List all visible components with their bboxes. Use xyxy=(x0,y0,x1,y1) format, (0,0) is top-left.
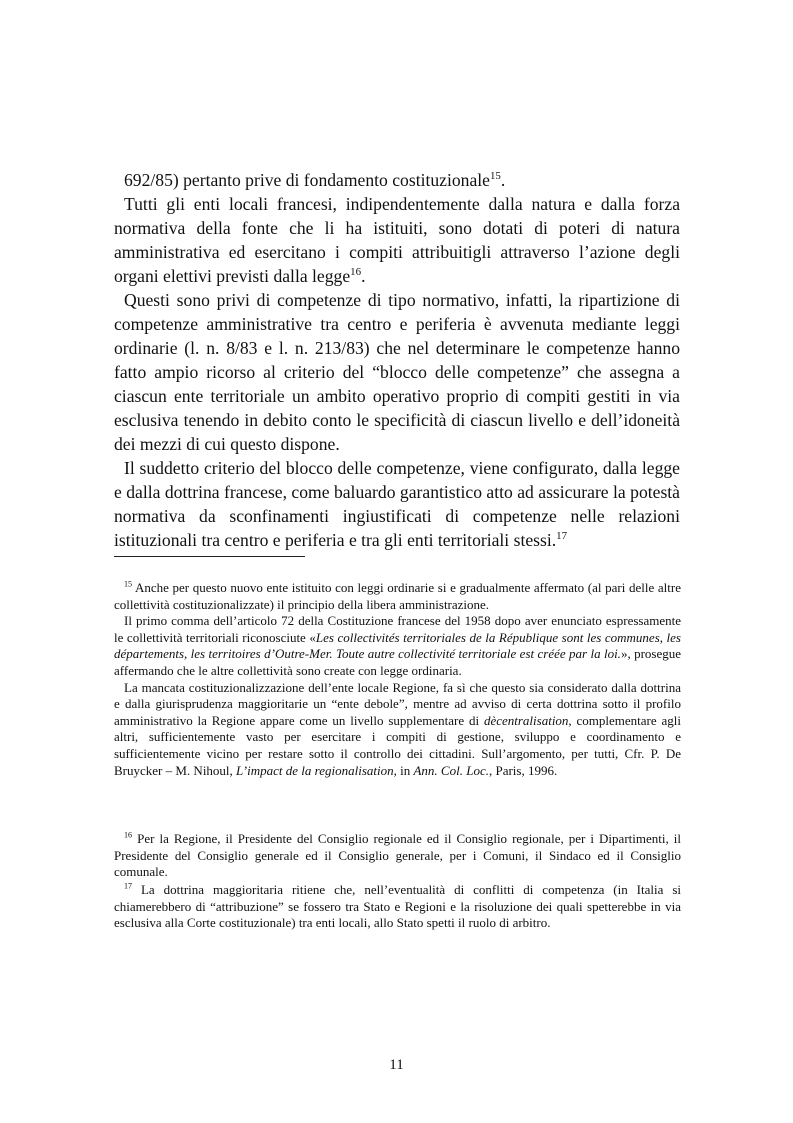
paragraph-continuation: 692/85) pertanto prive di fondamento costituzionale$^{15}$. xyxy=(124,170,506,190)
paragraph-enti-locali: Tutti gli enti locali francesi, indipendentemente dalla natura e dalla forza normativa della fonte che li ha istituiti, sono dotati di poteri di natura amministrativa ed esercitano i compiti attribuitigli attraverso l’azione degli organi elettivi previsti dalla legge$^{16}$. xyxy=(114,194,680,286)
footnote-17-para: $^{17}$ La dottrina maggioritaria ritiene che, nell’eventualità di conflitti di competenza (in Italia si chiamerebbero di “attribuzione” se fossero tra Stato e Regioni e la risoluzione dei quali spetterebbe in via esclusiva alla Corte costituzionale) tra enti locali, allo Stato spetti il ruolo di arbitro. xyxy=(114,881,681,931)
footnote-separator xyxy=(114,556,305,557)
footnote-ref-17[interactable]: 17 xyxy=(556,530,568,543)
footnote-17 xyxy=(114,882,681,932)
paragraph-competenze: Questi sono privi di competenze di tipo normativo, infatti, la ripartizione di competenze amministrative tra centro e periferia è avvenuta mediante leggi ordinarie (l. n. 8/83 e l. n. 213/83) che nel determinare le competenze hanno fatto ampio ricorso al criterio del “blocco delle competenze” che assegna a ciascun ente territoriale un ambito operativo proprio di compiti gestiti in via esclusiva tenendo in debito conto le specificità di ciascun livello e dell’idoneità dei mezzi di cui questo dispone. xyxy=(114,290,680,454)
footnote-16 xyxy=(114,831,681,881)
footnote-15-para-3: La mancata costituzionalizzazione dell’ente locale Regione, fa sì che questo sia considerato dalla dottrina e dalla giurisprudenza maggioritarie un “ente debole”, mentre ad avviso di certa dottrina sotto il profilo amministrativo la Regione appare come un livello supplementare di dècentralisation, complementare agli altri, sufficientemente vasto per esercitare i compiti di gestione, sviluppo e coordinamento e sufficientemente vicino per restare sotto il controllo dei cittadini. Sull’argomento, per tutti, Cfr. P. De Bruycker – M. Nihoul, L’impact de la regionalisation, in Ann. Col. Loc., Paris, 1996. xyxy=(114,679,681,778)
paragraph-criterio: Il suddetto criterio del blocco delle competenze, viene configurato, dalla legge e dalla dottrina francese, come baluardo garantistico atto ad assicurare la potestà normativa da sconfinamenti ingiustificati di competenze nelle relazioni istituzionali tra centro e periferia e tra gli enti territoriali stessi.$^{17}$ xyxy=(114,458,680,550)
footnote-16-number: 16 xyxy=(124,830,133,840)
body-text xyxy=(114,168,680,552)
footnote-15 xyxy=(114,580,681,779)
footnote-ref-16[interactable]: 16 xyxy=(350,266,362,279)
page-number: 11 xyxy=(389,1057,404,1073)
footnote-15-number: 15 xyxy=(124,579,133,589)
footnote-15-para-1: $^{15}$ Anche per questo nuovo ente istituito con leggi ordinarie si e gradualmente affermato (al pari delle altre collettività costituzionalizzate) il principio della libera amministrazione. xyxy=(114,579,681,612)
footnote-16-para: $^{16}$ Per la Regione, il Presidente del Consiglio regionale ed il Consiglio regionale, per i Dipartimenti, il Presidente del Consiglio generale ed il Consiglio generale, per i Comuni, il Sindaco ed il Consiglio comunale. xyxy=(114,830,681,880)
footnote-ref-15[interactable]: 15 xyxy=(489,170,501,183)
footnote-15-para-2: Il primo comma dell’articolo 72 della Costituzione francese del 1958 dopo aver enunciato espressamente le collettività territoriali riconosciute «Les collectivités territoriales de la République sont les communes, les départements, les territoires d’Outre-Mer. Toute autre collectivité territoriale est créée par la loi.», prosegue affermando che le altre collettività sono create con legge ordinaria. xyxy=(114,613,681,678)
footnote-17-number: 17 xyxy=(124,881,133,891)
